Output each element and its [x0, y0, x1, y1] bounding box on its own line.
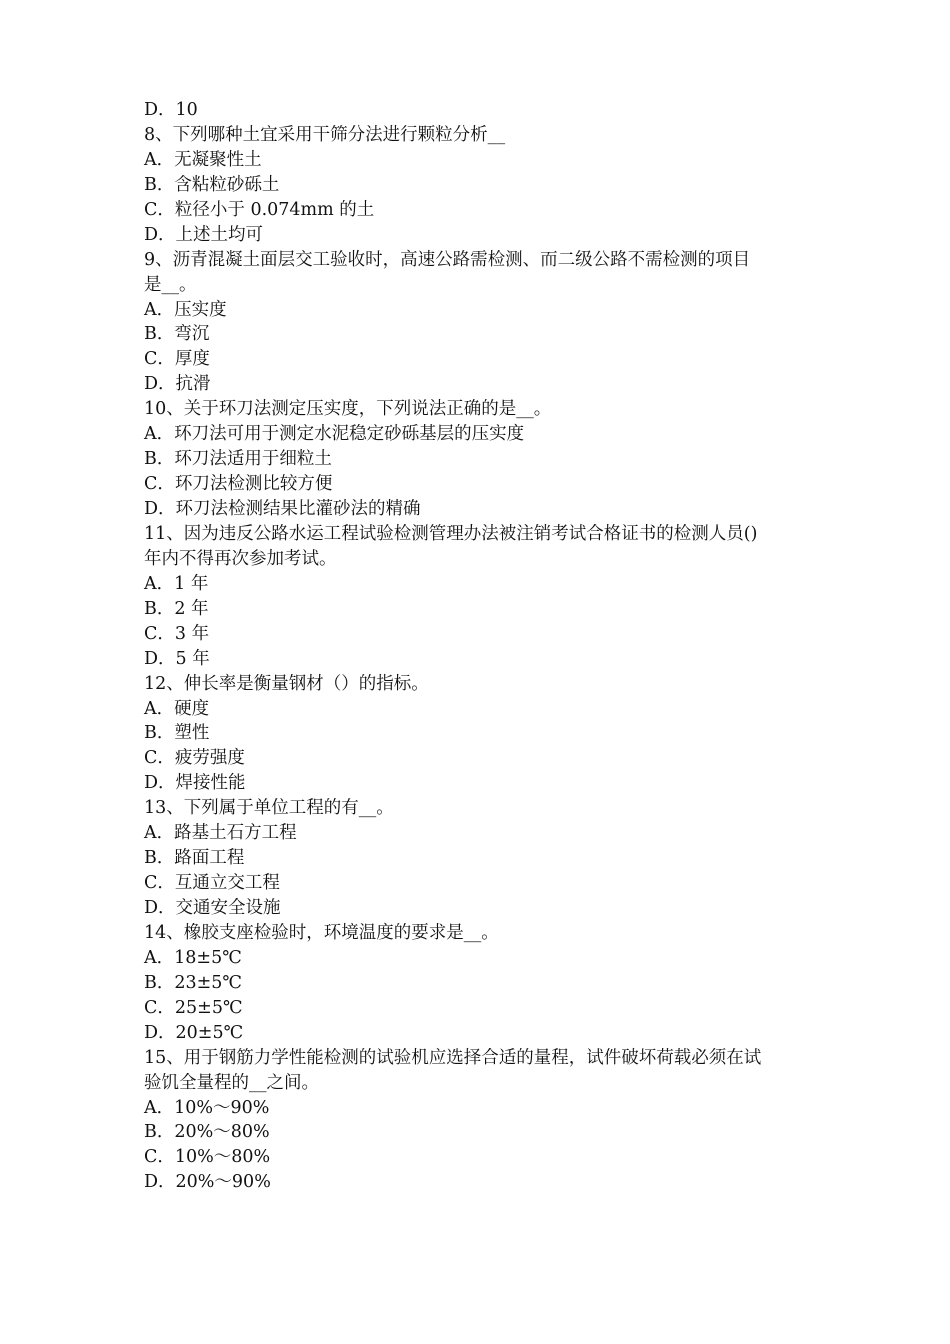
answer-option: A．1 年 — [144, 573, 209, 594]
answer-option: B．23±5℃ — [144, 972, 243, 993]
question-8: 8、下列哪种土宜采用干筛分法进行颗粒分析__ — [144, 124, 506, 145]
answer-option: C．厚度 — [144, 349, 210, 370]
answer-option: C．3 年 — [144, 623, 210, 644]
answer-option: C．疲劳强度 — [144, 748, 245, 769]
answer-option: A．无凝聚性土 — [144, 149, 262, 170]
answer-option: C．互通立交工程 — [144, 873, 280, 894]
answer-option: A．压实度 — [144, 299, 227, 320]
question-10: 10、关于环刀法测定压实度，下列说法正确的是__。 — [144, 399, 552, 420]
answer-option: B．弯沉 — [144, 324, 210, 345]
answer-option: A．环刀法可用于测定水泥稳定砂砾基层的压实度 — [144, 424, 525, 445]
answer-option: D．10 — [144, 100, 198, 120]
question-15-continued: 验饥全量程的__之间。 — [144, 1072, 319, 1093]
answer-option: A．路基土石方工程 — [144, 823, 297, 844]
answer-option: B．路面工程 — [144, 848, 245, 869]
answer-option: D．交通安全设施 — [144, 898, 281, 918]
question-9-continued: 是__。 — [144, 274, 197, 295]
answer-option: D．20%～90% — [144, 1172, 271, 1193]
answer-option: D．焊接性能 — [144, 773, 246, 794]
answer-option: C．环刀法检测比较方便 — [144, 474, 333, 495]
answer-option: B．2 年 — [144, 598, 209, 619]
answer-option: D．抗滑 — [144, 374, 211, 395]
answer-option: D．20±5℃ — [144, 1022, 244, 1043]
answer-option: C．25±5℃ — [144, 997, 243, 1018]
answer-option: C．10%～80% — [144, 1147, 271, 1168]
answer-option: D．5 年 — [144, 648, 210, 669]
answer-option: A．硬度 — [144, 698, 210, 719]
question-12: 12、伸长率是衡量钢材（）的指标。 — [144, 673, 429, 694]
answer-option: A．18±5℃ — [144, 947, 242, 968]
question-11-continued: 年内不得再次参加考试。 — [144, 548, 337, 569]
answer-option: D．环刀法检测结果比灌砂法的精确 — [144, 499, 421, 519]
answer-option: B．20%～80% — [144, 1122, 270, 1143]
question-13: 13、下列属于单位工程的有__。 — [144, 798, 394, 819]
question-11: 11、因为违反公路水运工程试验检测管理办法被注销考试合格证书的检测人员() — [144, 523, 758, 544]
question-9: 9、沥青混凝土面层交工验收时，高速公路需检测、而二级公路不需检测的项目 — [144, 249, 751, 270]
answer-option: B．塑性 — [144, 723, 210, 744]
question-15: 15、用于钢筋力学性能检测的试验机应选择合适的量程，试件破坏荷载必须在试 — [144, 1047, 762, 1068]
answer-option: B．环刀法适用于细粒土 — [144, 449, 332, 470]
answer-option: A．10%～90% — [144, 1097, 270, 1118]
document-page — [144, 98, 814, 1195]
answer-option: B．含粘粒砂砾土 — [144, 174, 280, 195]
question-14: 14、橡胶支座检验时，环境温度的要求是__。 — [144, 922, 499, 943]
answer-option: C．粒径小于 0.074mm 的土 — [144, 199, 375, 220]
answer-option: D．上述土均可 — [144, 224, 264, 245]
